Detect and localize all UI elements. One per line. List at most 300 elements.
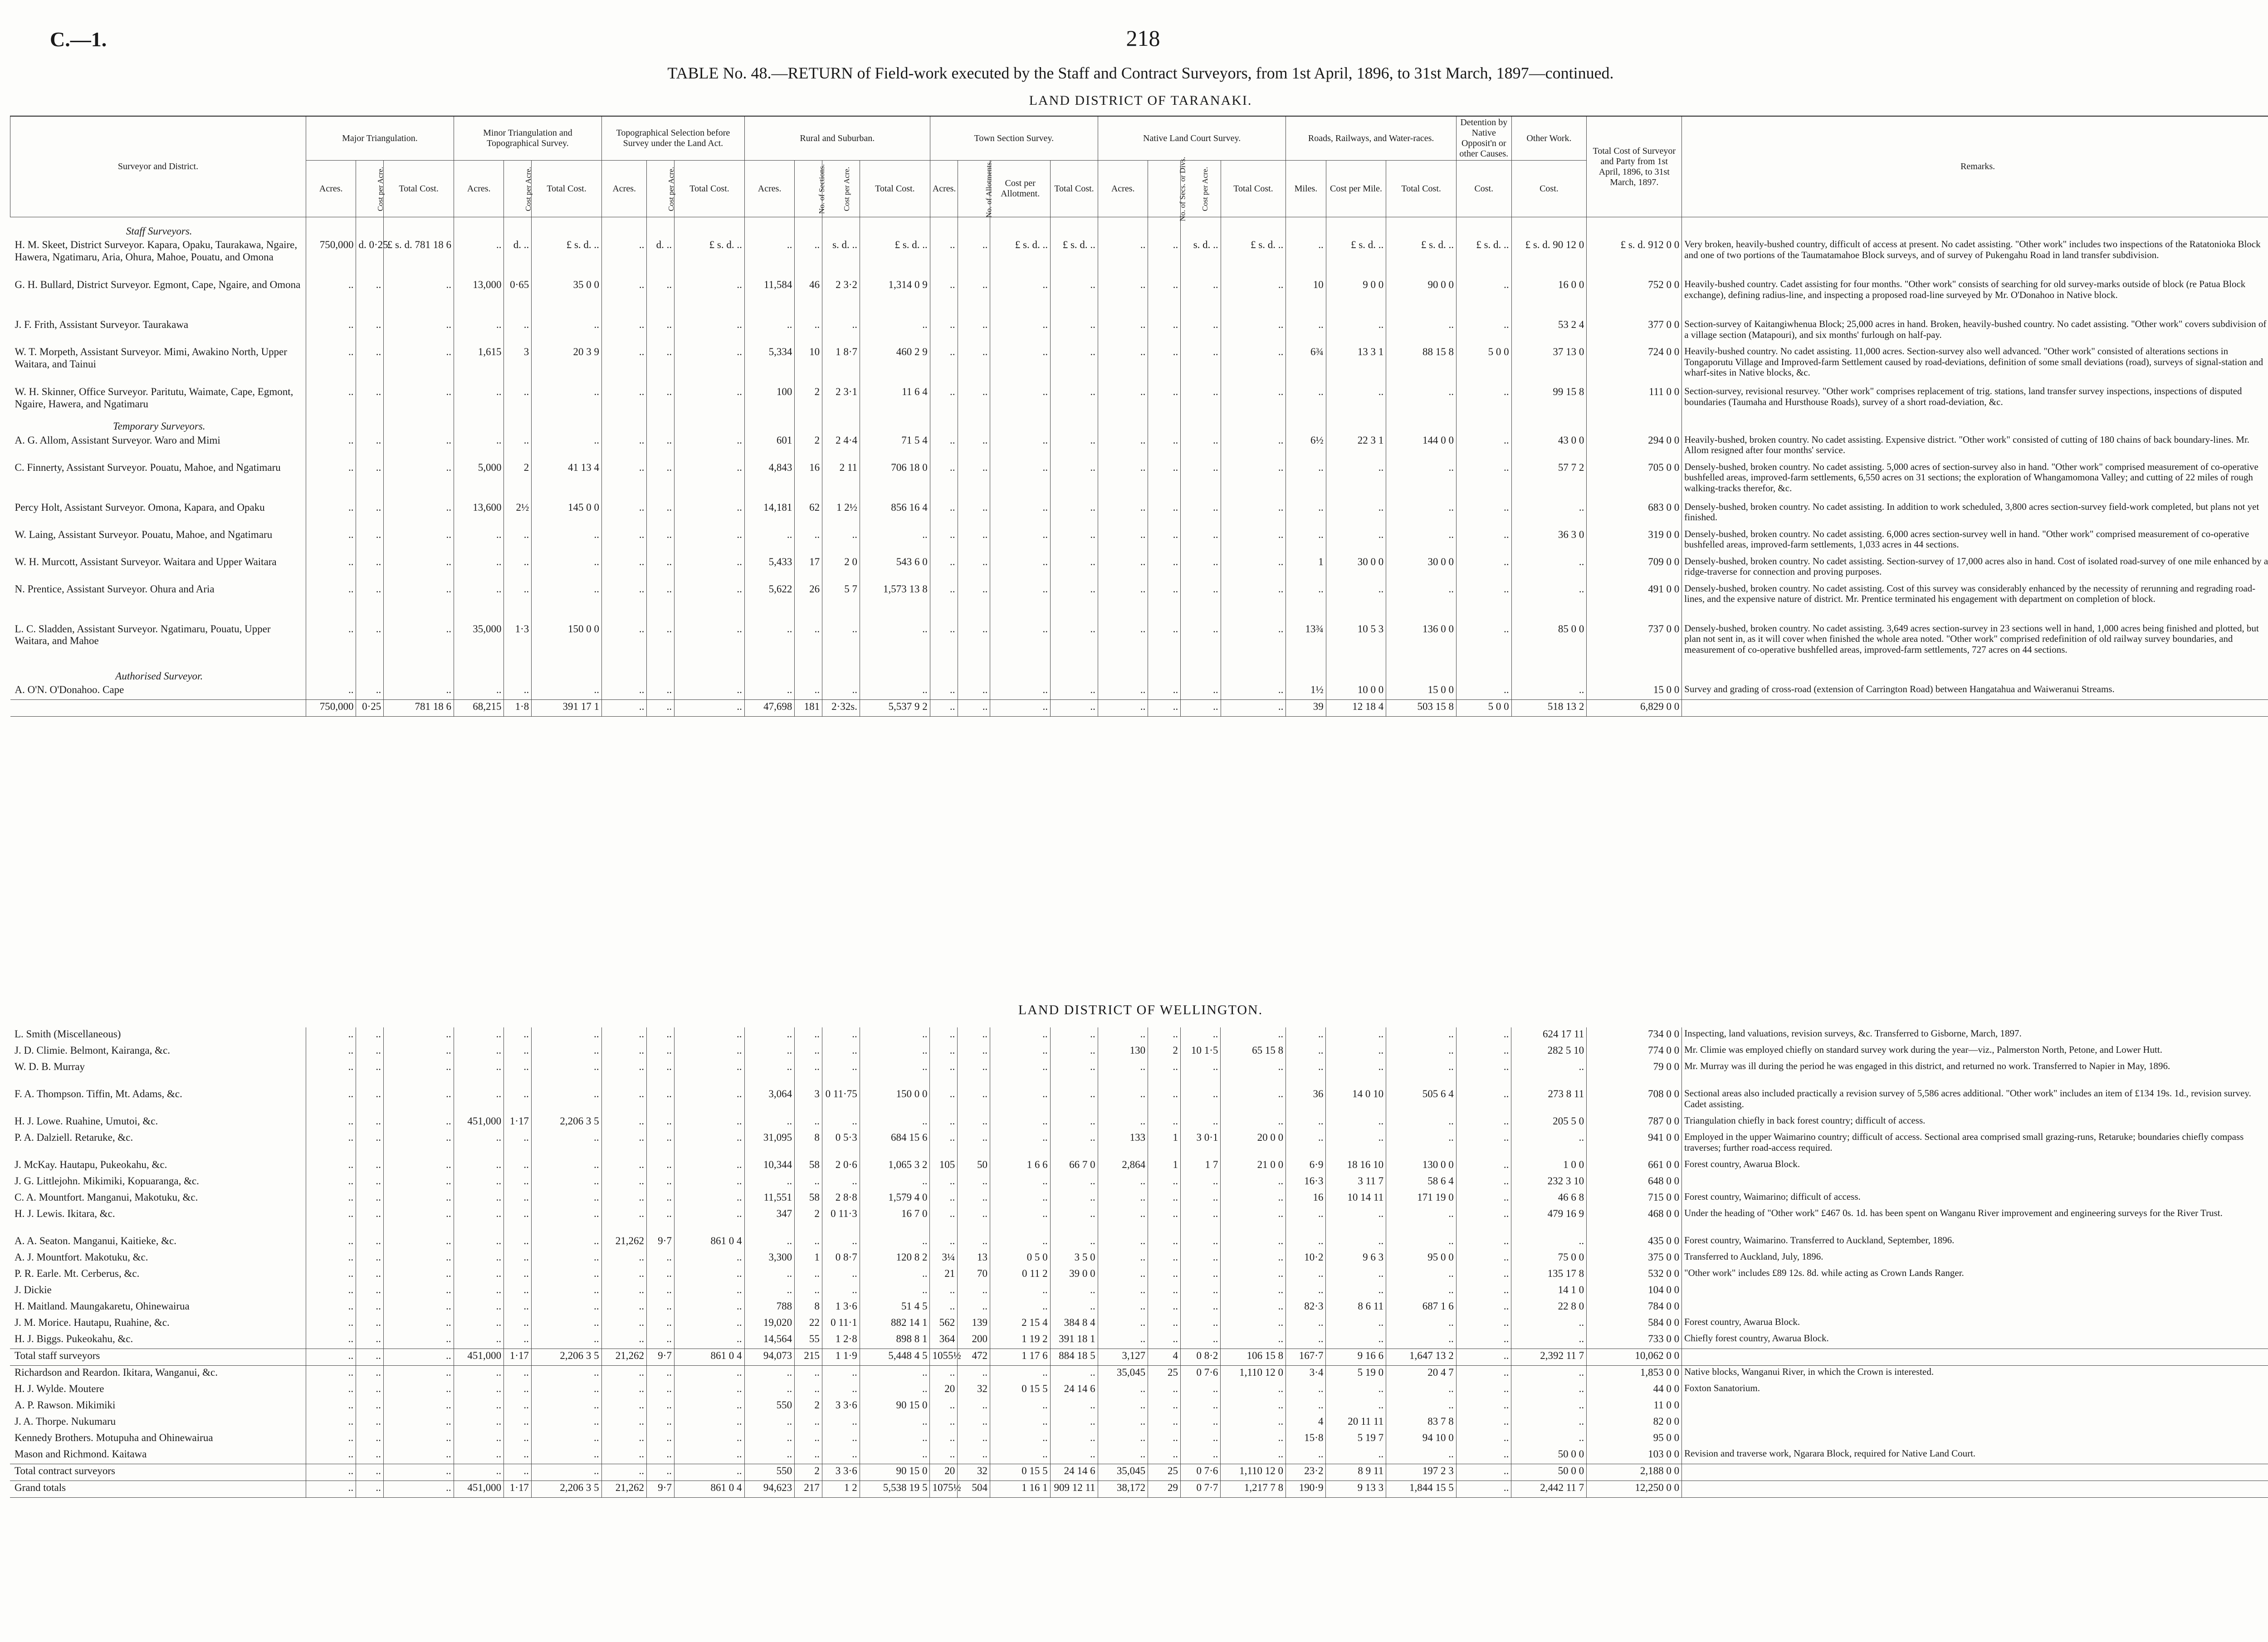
value-cell: 1 6 6: [990, 1158, 1051, 1174]
value-cell: ..: [601, 1332, 646, 1349]
table-row: [10, 434, 2268, 461]
value-cell: ..: [1386, 1447, 1457, 1464]
value-cell: ..: [795, 1382, 822, 1398]
value-cell: 57 7 2: [1511, 461, 1587, 501]
value-cell: ..: [356, 1382, 384, 1398]
value-cell: ..: [647, 278, 675, 318]
value-cell: 20 3 9: [532, 345, 602, 385]
subheader-nosec: [795, 161, 826, 217]
value-cell: 468 0 0: [1587, 1207, 1682, 1234]
value-cell: 5 0 0: [1457, 700, 1512, 717]
value-cell: ..: [647, 1174, 675, 1191]
value-cell: ..: [795, 1114, 822, 1131]
value-cell: ..: [647, 434, 675, 461]
value-cell: 3: [504, 345, 532, 385]
value-cell: ..: [356, 1431, 384, 1447]
value-cell: ..: [930, 622, 958, 662]
section-heading-row: [10, 412, 2268, 433]
value-cell: 10 1·5: [1180, 1044, 1220, 1060]
value-cell: ..: [990, 1234, 1051, 1251]
value-cell: ..: [1050, 1283, 1098, 1300]
table-row: [10, 278, 2268, 318]
value-cell: ..: [1326, 1267, 1386, 1283]
value-cell: ..: [930, 1131, 958, 1158]
value-cell: ..: [1148, 1251, 1181, 1267]
value-cell: ..: [1511, 1060, 1587, 1087]
value-cell: ..: [532, 528, 602, 555]
table-row: [10, 1027, 2268, 1044]
value-cell: ..: [531, 1087, 601, 1114]
table-row: [10, 318, 2268, 345]
value-cell: ..: [1050, 700, 1098, 717]
empty-cell: [1286, 412, 1326, 433]
section-heading-row: [10, 217, 2268, 239]
value-cell: ..: [356, 1332, 384, 1349]
value-cell: ..: [958, 1300, 990, 1316]
value-cell: 24 14 6: [1050, 1382, 1098, 1398]
value-cell: ..: [601, 1060, 646, 1087]
empty-cell: [1098, 412, 1148, 433]
value-cell: ..: [1180, 1431, 1220, 1447]
value-cell: ..: [356, 501, 384, 528]
value-cell: 2 0: [822, 555, 860, 582]
value-cell: 85 0 0: [1511, 622, 1587, 662]
value-cell: ..: [306, 461, 356, 501]
value-cell: ..: [990, 1044, 1051, 1060]
value-cell: ..: [1050, 1174, 1098, 1191]
remarks-cell: Triangulation chiefly in back forest country; difficult of access.: [1682, 1114, 2268, 1131]
value-cell: ..: [601, 1207, 646, 1234]
value-cell: ..: [1180, 1316, 1220, 1332]
value-cell: ..: [1286, 385, 1326, 412]
value-cell: ..: [1050, 1114, 1098, 1131]
value-cell: ..: [1221, 1283, 1286, 1300]
value-cell: ..: [1050, 461, 1098, 501]
value-cell: ..: [647, 528, 675, 555]
value-cell: ..: [675, 345, 745, 385]
value-cell: ..: [990, 278, 1051, 318]
value-cell: ..: [306, 318, 356, 345]
value-cell: ..: [1457, 318, 1512, 345]
value-cell: £ s. d. 781 18 6: [384, 238, 454, 278]
remarks-cell: Survey and grading of cross-road (extension of Carrington Road) between Hangatahua and Waiweranui Streams.: [1682, 683, 2268, 700]
value-cell: ..: [383, 1316, 454, 1332]
value-cell: ..: [1148, 1415, 1181, 1431]
value-cell: ..: [601, 1447, 646, 1464]
value-cell: ..: [306, 1316, 356, 1332]
remarks-cell: [1682, 1398, 2268, 1415]
value-cell: 391 18 1: [1050, 1332, 1098, 1349]
value-cell: ..: [531, 1027, 601, 1044]
empty-cell: [744, 217, 795, 239]
value-cell: ..: [1326, 1131, 1386, 1158]
surveyor-name: Richardson and Reardon. Ikitara, Wanganui, &c.: [15, 1367, 218, 1378]
value-cell: ..: [1180, 1027, 1220, 1044]
value-cell: 105: [930, 1158, 958, 1174]
value-cell: ..: [306, 1044, 356, 1060]
value-cell: ..: [1180, 1207, 1220, 1234]
value-cell: ..: [822, 1283, 860, 1300]
value-cell: ..: [532, 555, 602, 582]
empty-cell: [306, 662, 356, 683]
empty-cell: [601, 217, 646, 239]
empty-cell: [532, 217, 602, 239]
value-cell: ..: [356, 385, 384, 412]
value-cell: ..: [990, 1300, 1051, 1316]
value-cell: ..: [647, 1332, 675, 1349]
empty-cell: [601, 412, 646, 433]
value-cell: ..: [1050, 1366, 1098, 1383]
value-cell: ..: [1050, 385, 1098, 412]
value-cell: s. d. ..: [1181, 238, 1221, 278]
value-cell: ..: [531, 1332, 601, 1349]
value-cell: ..: [1050, 1191, 1098, 1207]
value-cell: ..: [1098, 1087, 1148, 1114]
empty-cell: [1682, 662, 2268, 683]
value-cell: 21 0 0: [1221, 1158, 1286, 1174]
value-cell: ..: [531, 1316, 601, 1332]
value-cell: ..: [601, 1398, 646, 1415]
value-cell: 50 0 0: [1511, 1464, 1587, 1481]
value-cell: ..: [930, 318, 958, 345]
value-cell: 37 13 0: [1511, 345, 1587, 385]
value-cell: 375 0 0: [1587, 1251, 1682, 1267]
value-cell: ..: [674, 1060, 744, 1087]
value-cell: 14 0 10: [1326, 1087, 1386, 1114]
value-cell: 197 2 3: [1386, 1464, 1457, 1481]
value-cell: 15 0 0: [1587, 683, 1682, 700]
value-cell: ..: [930, 461, 958, 501]
value-cell: ..: [744, 1234, 795, 1251]
value-cell: ..: [306, 1174, 356, 1191]
value-cell: ..: [1098, 555, 1148, 582]
value-cell: ..: [1511, 1382, 1587, 1398]
value-cell: 95 0 0: [1587, 1431, 1682, 1447]
value-cell: ..: [601, 385, 646, 412]
value-cell: 861 0 4: [674, 1481, 744, 1498]
value-cell: ..: [383, 1332, 454, 1349]
value-cell: ..: [744, 1415, 795, 1431]
value-cell: 1,110 12 0: [1221, 1366, 1286, 1383]
value-cell: ..: [795, 1415, 822, 1431]
col-minor: Minor Triangulation and Topographical Survey.: [454, 116, 601, 161]
subheader-cost: Cost.: [1457, 161, 1512, 217]
value-cell: 90 15 0: [860, 1398, 930, 1415]
value-cell: ..: [647, 582, 675, 622]
value-cell: ..: [306, 1158, 356, 1174]
value-cell: ..: [1326, 528, 1386, 555]
value-cell: ..: [1386, 1114, 1457, 1131]
value-cell: ..: [1221, 1207, 1286, 1234]
value-cell: 47,698: [744, 700, 795, 717]
table-row: [10, 683, 2268, 700]
value-cell: ..: [990, 1191, 1051, 1207]
value-cell: ..: [822, 1366, 860, 1383]
empty-cell: [1386, 217, 1457, 239]
value-cell: ..: [1180, 1174, 1220, 1191]
remarks-cell: Forest country, Waimarino; difficult of access.: [1682, 1191, 2268, 1207]
value-cell: ..: [647, 1382, 675, 1398]
value-cell: ..: [383, 1431, 454, 1447]
value-cell: 31,095: [744, 1131, 795, 1158]
value-cell: ..: [1180, 1114, 1220, 1131]
value-cell: 737 0 0: [1587, 622, 1682, 662]
value-cell: ..: [958, 1207, 990, 1234]
value-cell: ..: [958, 700, 990, 717]
value-cell: ..: [1286, 1267, 1326, 1283]
empty-cell: [1587, 662, 1682, 683]
value-cell: ..: [1511, 1316, 1587, 1332]
surveyor-name: C. A. Mountfort. Manganui, Makotuku, &c.: [15, 1192, 198, 1203]
empty-cell: [647, 412, 675, 433]
value-cell: ..: [1098, 385, 1148, 412]
value-cell: ..: [1098, 1415, 1148, 1431]
value-cell: ..: [647, 1447, 675, 1464]
value-cell: ..: [531, 1060, 601, 1087]
value-cell: 0·65: [504, 278, 532, 318]
surveyor-name: A. G. Allom, Assistant Surveyor. Waro and Mimi: [15, 434, 220, 446]
value-cell: ..: [1456, 1316, 1511, 1332]
value-cell: ..: [744, 1366, 795, 1383]
value-cell: ..: [356, 1283, 384, 1300]
value-cell: ..: [647, 385, 675, 412]
value-cell: 788: [744, 1300, 795, 1316]
value-cell: ..: [958, 1283, 990, 1300]
value-cell: ..: [1148, 582, 1181, 622]
value-cell: ..: [306, 385, 356, 412]
value-cell: ..: [454, 1382, 504, 1398]
value-cell: ..: [990, 700, 1051, 717]
empty-cell: [1148, 662, 1181, 683]
value-cell: 13¾: [1286, 622, 1326, 662]
value-cell: ..: [454, 1332, 504, 1349]
table-row: [10, 1234, 2268, 1251]
total-row: [10, 1349, 2268, 1366]
value-cell: ..: [1148, 1060, 1181, 1087]
value-cell: ..: [1326, 501, 1386, 528]
empty-cell: [454, 412, 504, 433]
value-cell: ..: [531, 1207, 601, 1234]
value-cell: ..: [930, 434, 958, 461]
value-cell: ..: [356, 555, 384, 582]
value-cell: ..: [930, 1431, 958, 1447]
value-cell: ..: [1050, 1207, 1098, 1234]
value-cell: ..: [1180, 1300, 1220, 1316]
subheader-nosecs-label: No. of Secs. or Divs.: [1178, 156, 1187, 221]
value-cell: ..: [647, 1398, 675, 1415]
value-cell: 1,573 13 8: [860, 582, 930, 622]
value-cell: ..: [504, 434, 532, 461]
value-cell: ..: [1456, 1464, 1511, 1481]
table-row: [10, 1131, 2268, 1158]
value-cell: 787 0 0: [1587, 1114, 1682, 1131]
value-cell: ..: [1098, 1316, 1148, 1332]
value-cell: 103 0 0: [1587, 1447, 1682, 1464]
value-cell: ..: [1098, 318, 1148, 345]
value-cell: ..: [958, 1415, 990, 1431]
value-cell: 1 2·8: [822, 1332, 860, 1349]
value-cell: 282 5 10: [1511, 1044, 1587, 1060]
value-cell: 648 0 0: [1587, 1174, 1682, 1191]
value-cell: 3,127: [1098, 1349, 1148, 1366]
value-cell: ..: [990, 582, 1051, 622]
value-cell: ..: [930, 278, 958, 318]
value-cell: 5 0 0: [1457, 345, 1512, 385]
value-cell: ..: [1050, 555, 1098, 582]
value-cell: 16 7 0: [860, 1207, 930, 1234]
value-cell: ..: [383, 1131, 454, 1158]
value-cell: 36 3 0: [1511, 528, 1587, 555]
value-cell: ..: [1456, 1398, 1511, 1415]
value-cell: 2: [795, 1464, 822, 1481]
value-cell: ..: [1050, 1087, 1098, 1114]
empty-cell: [1511, 412, 1587, 433]
value-cell: 10,344: [744, 1158, 795, 1174]
value-cell: 13: [958, 1251, 990, 1267]
value-cell: ..: [1050, 1060, 1098, 1087]
value-cell: ..: [531, 1415, 601, 1431]
subheader-noallot: [958, 160, 993, 218]
value-cell: 3 3·6: [822, 1464, 860, 1481]
value-cell: ..: [674, 1447, 744, 1464]
empty-cell: [356, 217, 384, 239]
value-cell: ..: [1148, 501, 1181, 528]
surveyor-name: H. M. Skeet, District Surveyor. Kapara, Opaku, Taurakawa, Ngaire, Hawera, Ngatimaru, Aria, Ohura, Mahoe, Pouatu, and Omona: [15, 239, 298, 263]
value-cell: ..: [504, 1131, 532, 1158]
value-cell: ..: [1181, 683, 1221, 700]
surveyor-name: [10, 700, 306, 717]
value-cell: 1½: [1286, 683, 1326, 700]
value-cell: ..: [383, 1382, 454, 1398]
value-cell: ..: [1386, 582, 1457, 622]
value-cell: ..: [674, 1027, 744, 1044]
value-cell: 0 5·3: [822, 1131, 860, 1158]
value-cell: 11 0 0: [1587, 1398, 1682, 1415]
value-cell: ..: [601, 1027, 646, 1044]
col-surveyor: Surveyor and District.: [10, 116, 306, 217]
table-row: [10, 1316, 2268, 1332]
remarks-cell: Densely-bushed, broken country. No cadet assisting. 6,000 acres section-survey well in hand. "Other work" comprised measurement of co-operative bushfelled areas, improved-farm settlements, 1,033 acres in 44 sections.: [1682, 528, 2268, 555]
value-cell: ..: [531, 1398, 601, 1415]
value-cell: ..: [930, 1447, 958, 1464]
value-cell: ..: [1221, 1382, 1286, 1398]
value-cell: ..: [958, 501, 990, 528]
value-cell: ..: [1386, 461, 1457, 501]
value-cell: ..: [1050, 1300, 1098, 1316]
value-cell: ..: [1221, 1415, 1286, 1431]
value-cell: 2,442 11 7: [1511, 1481, 1587, 1498]
value-cell: ..: [1456, 1415, 1511, 1431]
subheader-acres: Acres.: [930, 161, 958, 217]
value-cell: 2 8·8: [822, 1191, 860, 1207]
empty-cell: [647, 217, 675, 239]
value-cell: 232 3 10: [1511, 1174, 1587, 1191]
value-cell: 733 0 0: [1587, 1332, 1682, 1349]
value-cell: ..: [1221, 683, 1286, 700]
value-cell: ..: [647, 1207, 675, 1234]
value-cell: ..: [990, 1398, 1051, 1415]
table-row: [10, 238, 2268, 278]
value-cell: ..: [990, 683, 1051, 700]
value-cell: 0 7·6: [1180, 1366, 1220, 1383]
value-cell: 2,206 3 5: [531, 1114, 601, 1131]
value-cell: ..: [1456, 1366, 1511, 1383]
empty-cell: [675, 662, 745, 683]
value-cell: 391 17 1: [532, 700, 602, 717]
remarks-cell: [1682, 1464, 2268, 1481]
value-cell: ..: [675, 700, 745, 717]
value-cell: 215: [795, 1349, 822, 1366]
value-cell: ..: [1221, 1114, 1286, 1131]
value-cell: 2 0·6: [822, 1158, 860, 1174]
value-cell: 1·3: [504, 622, 532, 662]
value-cell: ..: [1180, 1267, 1220, 1283]
surveyor-name: N. Prentice, Assistant Surveyor. Ohura and Aria: [15, 583, 215, 595]
value-cell: ..: [1148, 528, 1181, 555]
value-cell: ..: [822, 1431, 860, 1447]
district-title-wellington: LAND DISTRICT OF WELLINGTON.: [1018, 1002, 1263, 1017]
value-cell: ..: [1221, 345, 1286, 385]
table-row: [10, 1398, 2268, 1415]
value-cell: ..: [454, 555, 504, 582]
surveyor-name: G. H. Bullard, District Surveyor. Egmont, Cape, Ngaire, and Omona: [15, 279, 301, 291]
value-cell: ..: [930, 1207, 958, 1234]
value-cell: 5 7: [822, 582, 860, 622]
value-cell: ..: [822, 683, 860, 700]
value-cell: 10,062 0 0: [1587, 1349, 1682, 1366]
value-cell: ..: [1098, 345, 1148, 385]
value-cell: 30 0 0: [1386, 555, 1457, 582]
value-cell: ..: [356, 1027, 384, 1044]
remarks-cell: Revision and traverse work, Ngarara Block, required for Native Land Court.: [1682, 1447, 2268, 1464]
value-cell: 5,448 4 5: [860, 1349, 930, 1366]
value-cell: ..: [504, 1300, 532, 1316]
value-cell: ..: [1286, 461, 1326, 501]
value-cell: ..: [1221, 528, 1286, 555]
table-row: [10, 1283, 2268, 1300]
value-cell: 0 8·7: [822, 1251, 860, 1267]
value-cell: ..: [1181, 700, 1221, 717]
empty-cell: [1511, 217, 1587, 239]
value-cell: ..: [1386, 1267, 1457, 1283]
value-cell: ..: [744, 1431, 795, 1447]
value-cell: ..: [860, 1044, 930, 1060]
value-cell: ..: [1180, 1060, 1220, 1087]
value-cell: ..: [1456, 1300, 1511, 1316]
value-cell: ..: [647, 461, 675, 501]
empty-cell: [601, 662, 646, 683]
value-cell: ..: [454, 1234, 504, 1251]
value-cell: 5,538 19 5: [860, 1481, 930, 1498]
value-cell: ..: [1098, 1251, 1148, 1267]
value-cell: 94,073: [744, 1349, 795, 1366]
value-cell: ..: [1221, 1431, 1286, 1447]
remarks-cell: Densely-bushed, broken country. No cadet assisting. Cost of this survey was considerably enhanced by the necessity of rerunning and regrading road-lines, and the expensive nature of district. Mr. Prentice terminated his engagement with department on completion of block.: [1682, 582, 2268, 622]
value-cell: ..: [532, 434, 602, 461]
value-cell: ..: [1221, 1316, 1286, 1332]
value-cell: ..: [1456, 1191, 1511, 1207]
surveyor-name: A. O'N. O'Donahoo. Cape: [15, 684, 124, 696]
value-cell: ..: [1221, 461, 1286, 501]
value-cell: 130: [1098, 1044, 1148, 1060]
value-cell: ..: [1181, 278, 1221, 318]
value-cell: ..: [504, 1398, 532, 1415]
value-cell: 205 5 0: [1511, 1114, 1587, 1131]
value-cell: 687 1 6: [1386, 1300, 1457, 1316]
value-cell: ..: [601, 1191, 646, 1207]
value-cell: ..: [1221, 555, 1286, 582]
value-cell: ..: [356, 622, 384, 662]
